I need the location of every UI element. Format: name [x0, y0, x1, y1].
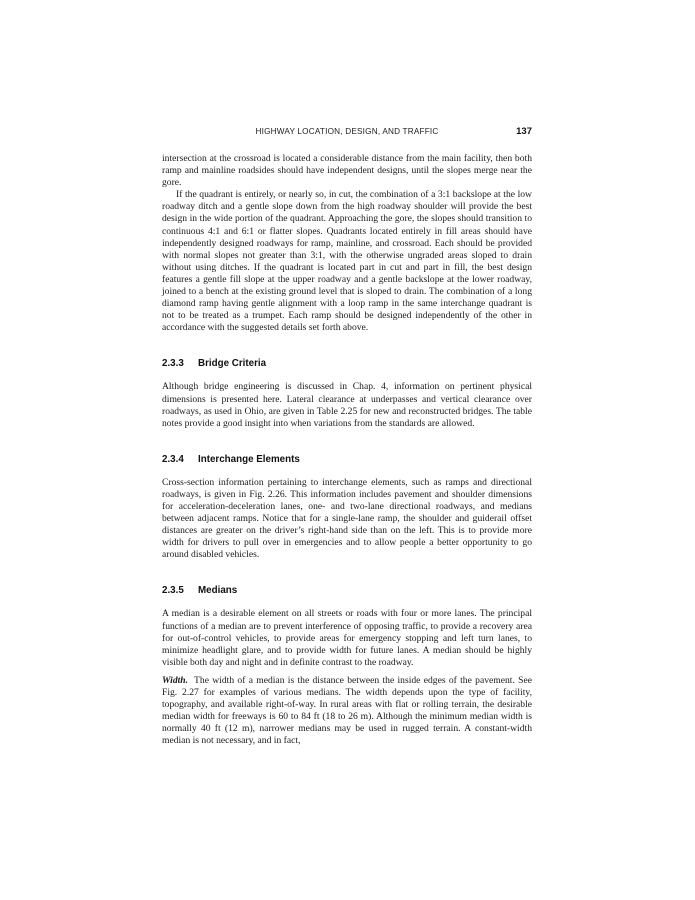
paragraph-bridge-criteria: Although bridge engineering is discussed in Chap. 4, information on pertinent physical dimensions is presented here. Lateral clearance at underpasses and vertical clearance over roadways, as used in Ohio, are given in Table 2.25 for new and reconstructed bridges. The table notes provide a good insight into when variations from the standards are allowed.	[162, 381, 532, 429]
page-header	[162, 127, 532, 141]
section-title: Bridge Criteria	[198, 358, 267, 370]
section-title: Medians	[198, 585, 238, 597]
paragraph-median-width	[162, 675, 532, 748]
section-heading-interchange-elements	[162, 454, 532, 465]
paragraph-interchange-elements: Cross-section information pertaining to interchange elements, such as ramps and directional roadways, is given in Fig. 2.26. This information includes pavement and shoulder dimensions for acceleration-deceleration lanes, one- and two-lane directional roadways, and medians between adjacent ramps. Notice that for a single-lane ramp, the shoulder and guiderail offset distances are greater on the driver’s right-hand side than on the left. This is to provide more width for drivers to pull over in emergencies and to allow people a better opportunity to go around disabled vehicles.	[162, 476, 532, 561]
body-text	[162, 153, 532, 747]
section-heading-bridge-criteria	[162, 358, 532, 369]
running-head: HIGHWAY LOCATION, DESIGN, AND TRAFFIC	[255, 127, 439, 136]
run-in-heading-width: Width.	[162, 674, 189, 686]
median-width-text: The width of a median is the distance between the inside edges of the pavement. See Fig. 2.27 for examples of various medians. The width depends upon the type of facility, topography, and available right-of-way. In rural areas with flat or rolling terrain, the desirable median width for freeways is 60 to 84 ft (18 to 26 m). Although the minimum median width is normally 40 ft (12 m), narrower medians may be used in rugged terrain. A constant-width median is not necessary, and in fact,	[162, 674, 532, 747]
page-number: 137	[516, 126, 532, 137]
section-number: 2.3.5	[162, 585, 184, 597]
paragraph-continued: intersection at the crossroad is located a considerable distance from the main facility, then both ramp and mainline roadsides should have independent designs, until the slopes merge near the gore.	[162, 153, 532, 189]
paragraph-medians: A median is a desirable element on all streets or roads with four or more lanes. The principal functions of a median are to prevent interference of opposing traffic, to provide a recovery area for out-of-control vehicles, to provide areas for emergency stopping and left turn lanes, to minimize headlight glare, and to provide width for future lanes. A median should be highly visible both day and night and in definite contrast to the roadway.	[162, 608, 532, 668]
section-title: Interchange Elements	[198, 453, 300, 465]
section-number: 2.3.3	[162, 358, 184, 370]
section-number: 2.3.4	[162, 453, 184, 465]
section-heading-medians	[162, 585, 532, 596]
paragraph-quadrant-slopes: If the quadrant is entirely, or nearly so, in cut, the combination of a 3:1 backslope at the low roadway ditch and a gentle slope down from the high roadway shoulder will provide the best design in the wide portion of the quadrant. Approaching the gore, the slopes should transition to continuous 4:1 and 6:1 or flatter slopes. Quadrants located entirely in fill areas should have independently designed roadways for ramp, mainline, and crossroad. Each should be provided with normal slopes not greater than 3:1, with the otherwise ungraded areas sloped to drain without using ditches. If the quadrant is located part in cut and part in fill, the best design features a gentle fill slope at the upper roadway and a gentle backslope at the lower roadway, joined to a bench at the existing ground level that is sloped to drain. The combination of a long diamond ramp having gentle alignment with a loop ramp in the same interchange quadrant is not to be treated as a trumpet. Each ramp should be designed independently of the other in accordance with the suggested details set forth above.	[162, 189, 532, 334]
